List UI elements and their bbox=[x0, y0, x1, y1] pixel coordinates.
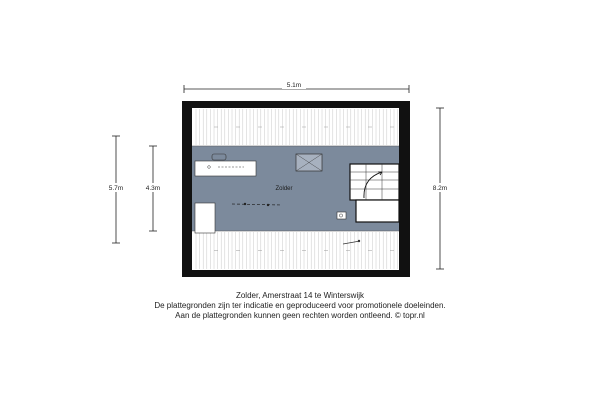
dimension-left-outer bbox=[104, 136, 128, 243]
dimension-width-label: 5.1m bbox=[286, 82, 302, 89]
caption-disclaimer-2: Aan de plattegronden kunnen geen rechten worden ontleend. © topr.nl bbox=[175, 311, 425, 320]
dimension-outer-height-label: 5.7m bbox=[108, 185, 124, 192]
dimension-total-height-label: 8.2m bbox=[432, 185, 448, 192]
dimension-inner-height-label: 4.3m bbox=[145, 185, 161, 192]
cabinet bbox=[195, 203, 215, 233]
sloped-roof-top bbox=[192, 108, 399, 146]
sloped-roof-bottom bbox=[192, 231, 399, 270]
caption-disclaimer-1: De plattegronden zijn ter indicatie en geproduceerd voor promotionele doeleinden. bbox=[154, 301, 446, 310]
dimension-right bbox=[428, 108, 452, 269]
wall-fixture bbox=[337, 212, 346, 219]
dimension-top bbox=[184, 81, 409, 93]
caption-address: Zolder, Amerstraat 14 te Winterswijk bbox=[235, 291, 365, 300]
dimension-left-inner bbox=[141, 146, 165, 231]
skylight bbox=[296, 154, 322, 171]
staircase bbox=[350, 164, 399, 222]
room-label-attic: Zolder bbox=[275, 186, 293, 192]
